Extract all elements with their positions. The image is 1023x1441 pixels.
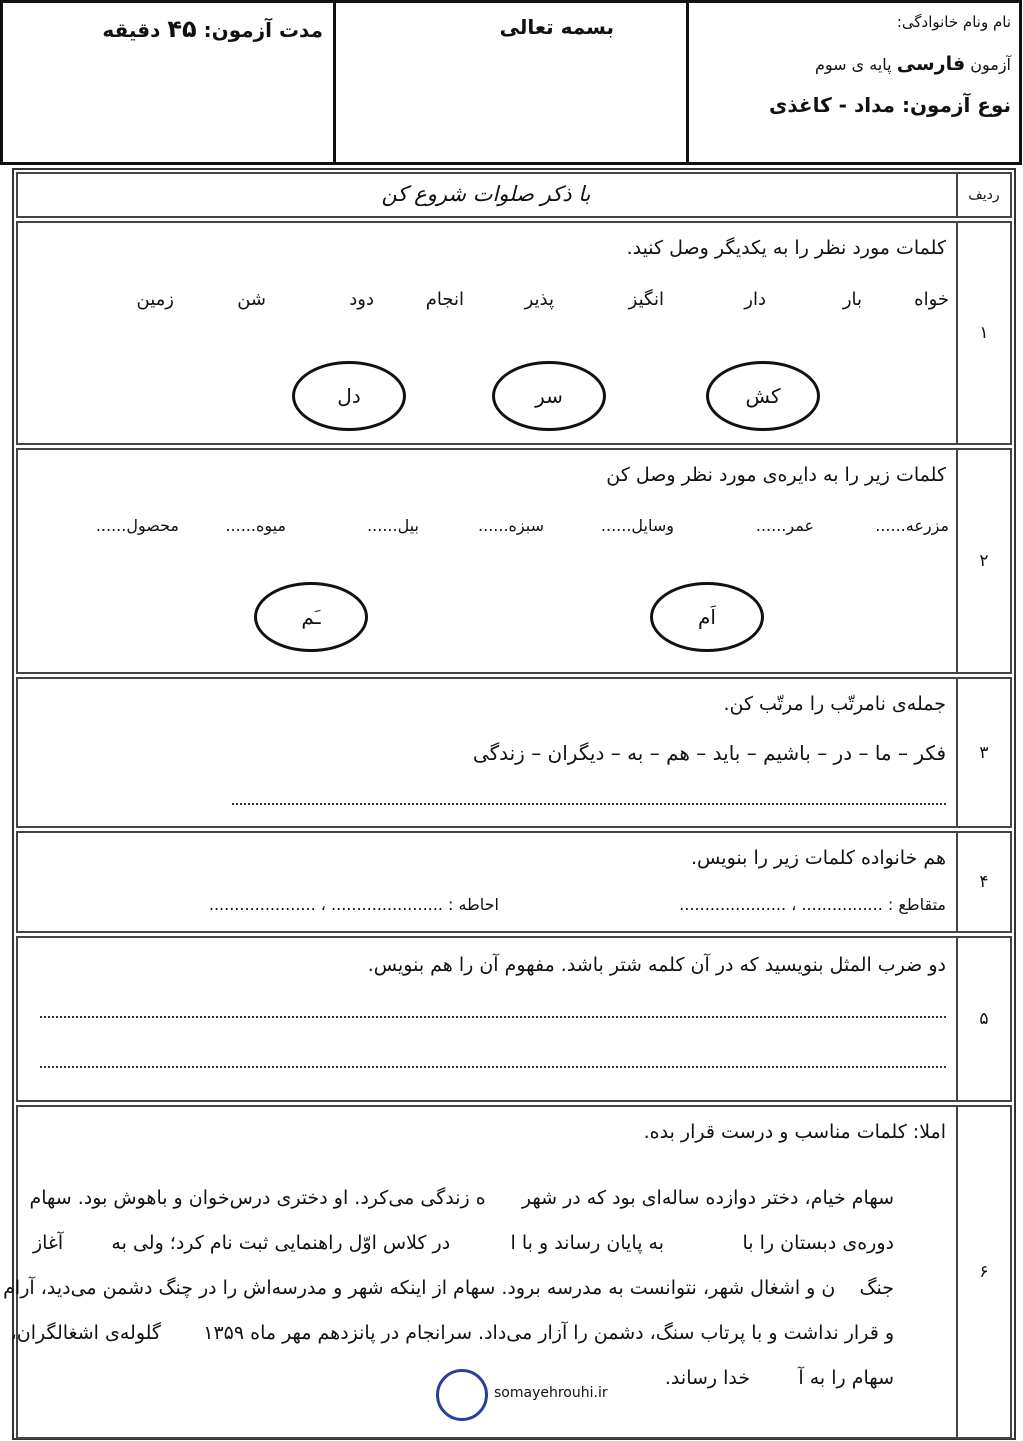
column-header-row: ردیف [956,174,1010,216]
oval-target: کش [706,361,820,431]
word: وسایل...... [600,516,674,535]
question-prompt: کلمات مورد نظر را به یکدیگر وصل کنید. [626,237,946,259]
question-row-3 [16,677,1012,828]
question-row-4 [16,831,1012,933]
question-row-1 [16,221,1012,445]
dictation-line: سهام را به آ خدا رساند. [664,1367,894,1389]
word: دود [349,289,374,310]
answer-line[interactable] [40,1066,946,1068]
table-header-row [16,172,1012,218]
question-row-5 [16,936,1012,1102]
word: عمر...... [755,516,814,535]
student-info-cell [686,0,1022,165]
word: محصول...... [95,516,179,535]
answer-line[interactable] [232,803,946,805]
question-row-2 [16,448,1012,674]
question-number: ۵ [956,938,1010,1100]
word: خواه [914,289,949,310]
oval-target: ـَم [254,582,368,652]
word: زمین [136,289,174,310]
name-label: نام ونام خانوادگی: [896,13,1011,31]
oval-target: دل [292,361,406,431]
oval-target: اَم [650,582,764,652]
answer-line[interactable] [40,1016,946,1018]
word: بار [842,289,862,310]
duration-unit: دقیقه [102,18,161,42]
site-logo [436,1369,488,1421]
question-number: ۱ [956,223,1010,443]
word: انجام [425,289,464,310]
site-url[interactable]: somayehrouhi.ir [494,1385,608,1401]
question-number: ۲ [956,450,1010,672]
word: سبزه...... [478,516,544,535]
word: میوه...... [225,516,286,535]
word: انگیز [628,289,664,310]
oval-target: سر [492,361,606,431]
duration-label: مدت آزمون: [203,18,323,42]
question-number: ۳ [956,679,1010,826]
question-number: ۶ [956,1107,1010,1437]
scrambled-sentence: فکر – ما – در – باشیم – باید – هم – به – دیگران – زندگی [472,741,946,765]
table-title: با ذکر صلوات شروع کن [381,182,591,206]
basmala-cell [333,0,689,165]
question-prompt: هم خانواده کلمات زیر را بنویس. [691,847,946,869]
exam-title [815,53,1011,75]
dictation-line: دوره‌ی دبستان را با به پایان رساند و با ا در کلاس اوّل راهنمایی ثبت نام کرد؛ ولی به آغاز [32,1232,894,1254]
dictation-line: جنگ ن و اشغال شهر، نتوانست به مدرسه برود. سهام از اینکه شهر و مدرسه‌اش را در چنگ دشمن می‌دید، آرام [3,1277,894,1299]
word-family-item[interactable]: احاطه : ...................... ، ..................... [208,895,499,914]
exam-type: نوع آزمون: مداد - کاغذی [769,93,1011,117]
word: شن [237,289,266,310]
dictation-line: سهام خیام، دختر دوازده ساله‌ای بود که در شهر ه زندگی می‌کرد. او دختری درس‌خوان و باهوش بود. سهام [29,1187,894,1209]
exam-subject: فارسی [896,53,966,75]
question-prompt: جمله‌ی نامرتّب را مرتّب کن. [723,693,946,715]
exam-grade: پایه ی سوم [814,55,892,74]
question-row-6 [3,1105,1012,1439]
question-prompt: کلمات زیر را به دایره‌ی مورد نظر وصل کن [606,464,946,486]
duration-value: ۴۵ [167,15,197,43]
duration-cell [0,0,336,165]
duration [102,15,323,43]
word: مزرعه...... [875,516,949,535]
word: پذیر [524,289,554,310]
basmala: بسمه تعالی [499,15,614,39]
exam-table [3,168,1016,1440]
word: دار [744,289,766,310]
question-prompt: دو ضرب المثل بنویسید که در آن کلمه شتر باشد. مفهوم آن را هم بنویس. [367,954,946,976]
question-number: ۴ [956,833,1010,931]
question-prompt: املا: کلمات مناسب و درست قرار بده. [643,1121,946,1143]
dictation-line: و قرار نداشت و با پرتاب سنگ، دشمن را آزار می‌داد. سرانجام در پانزدهم مهر ماه ۱۳۵۹ گلوله‌ی اشغالگران، [10,1322,894,1344]
word-family-item[interactable]: متقاطع : ................ ، ..................... [679,895,946,914]
exam-prefix: آزمون [970,55,1011,74]
word: بیل...... [367,516,419,535]
